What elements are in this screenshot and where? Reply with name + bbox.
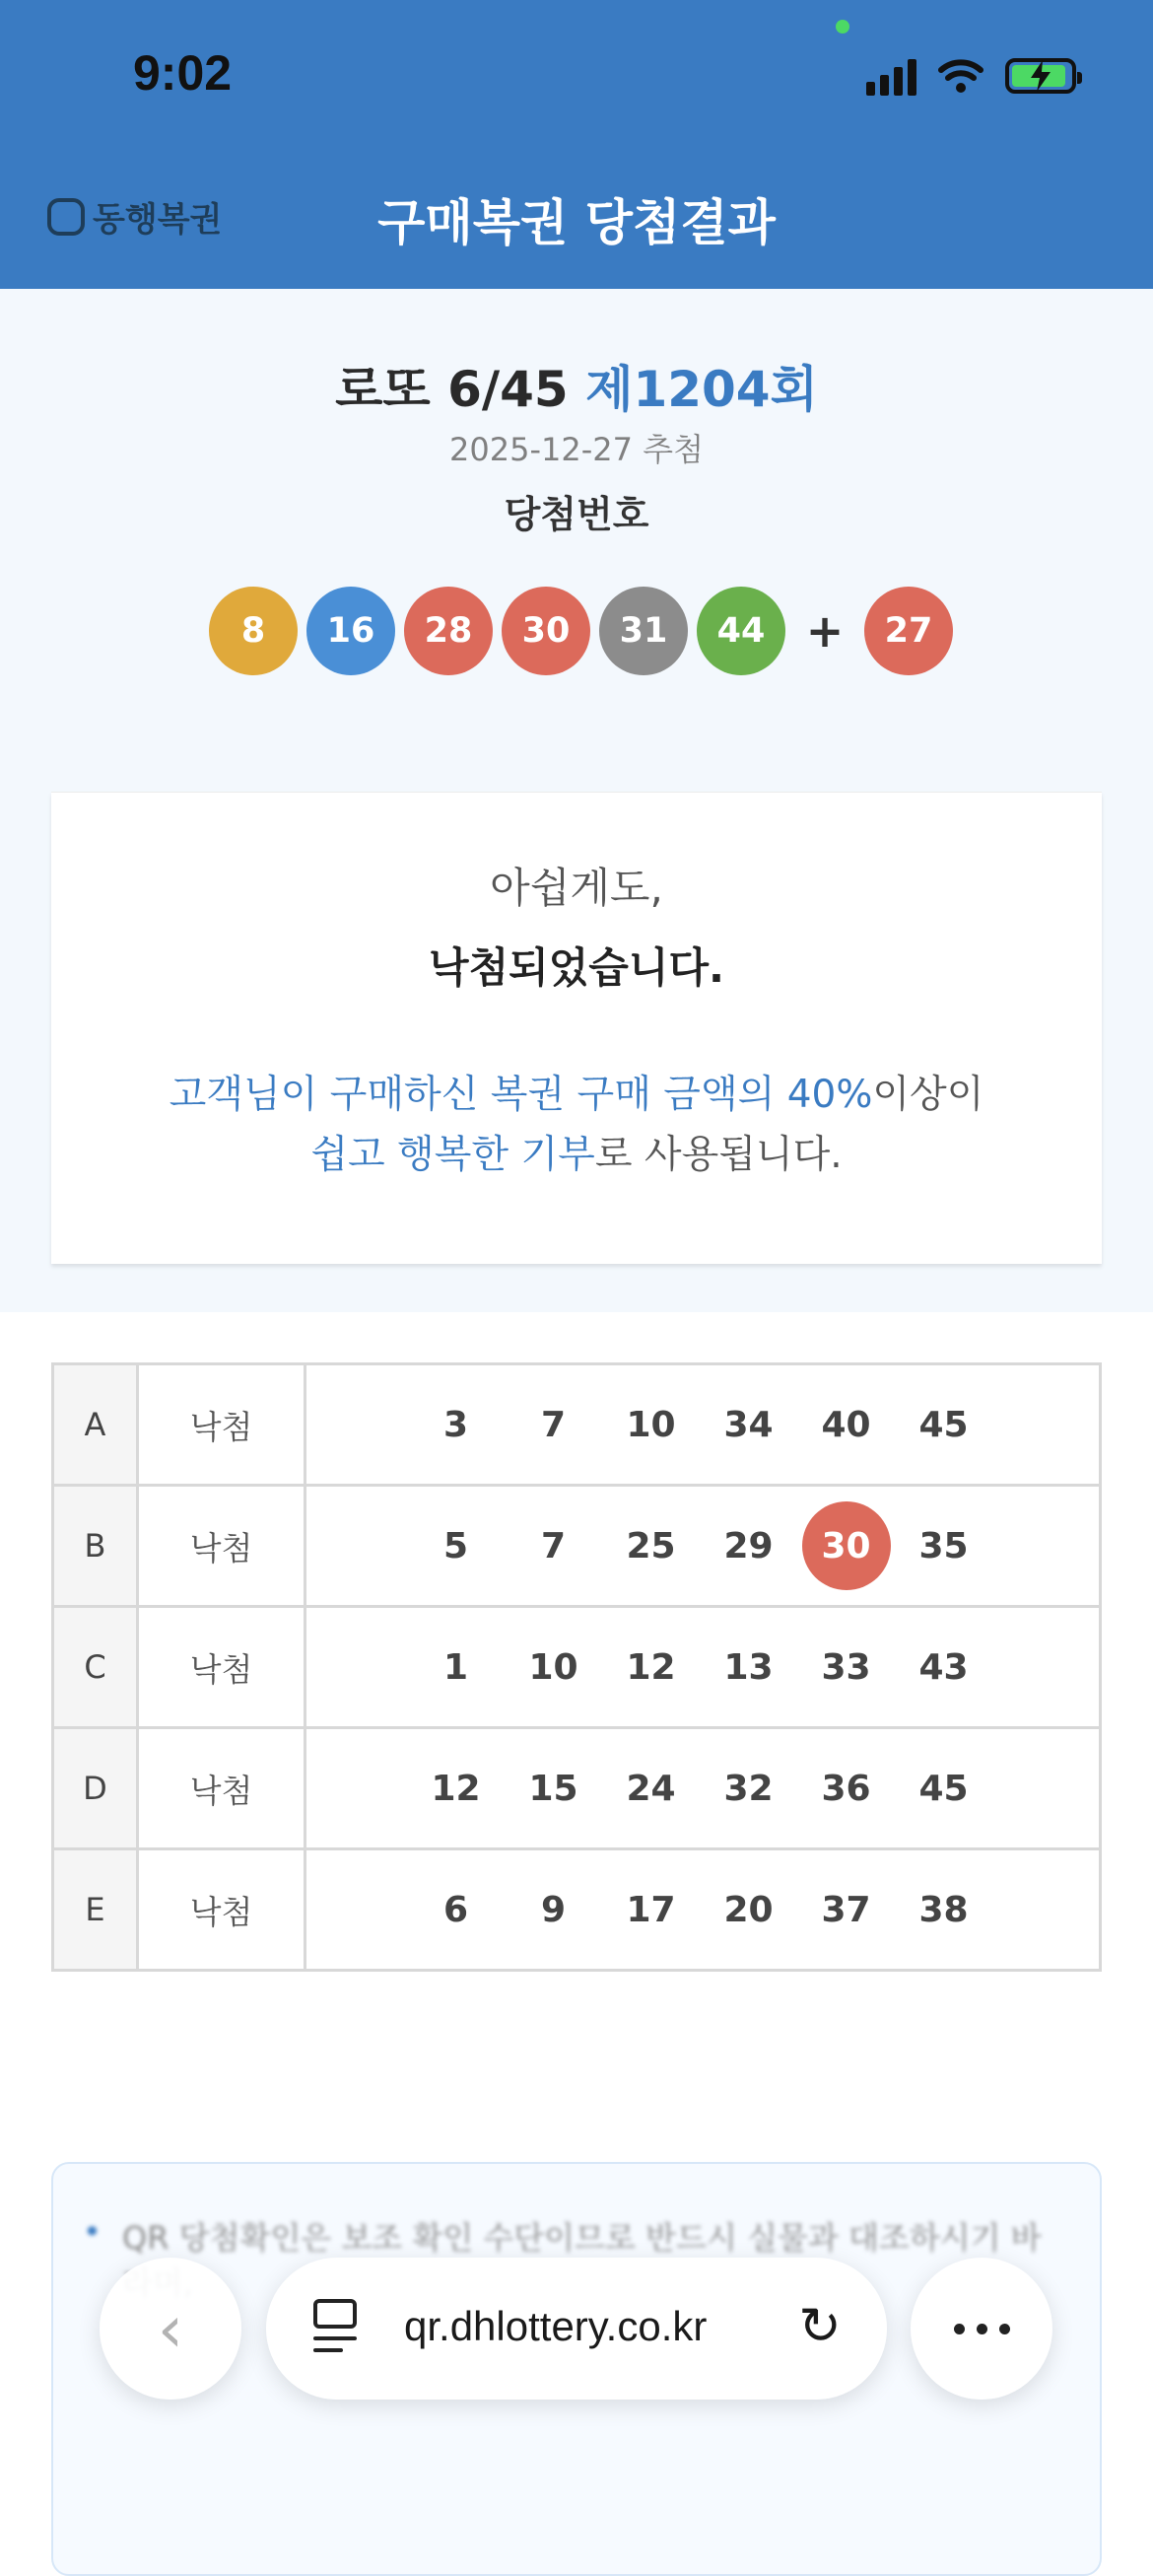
matched-number: 30 (797, 1501, 895, 1590)
game-number: 36 (821, 1768, 871, 1809)
game-key: C (53, 1607, 138, 1728)
bonus-number-ball: 27 (864, 587, 953, 675)
page-title: 구매복권 당첨결과 (377, 194, 776, 251)
game-numbers (305, 1728, 1101, 1849)
game-number: 25 (626, 1525, 676, 1566)
game-number: 10 (528, 1646, 578, 1688)
game-number: 1 (442, 1646, 469, 1688)
game-number: 13 (723, 1646, 774, 1688)
game-number: 20 (723, 1889, 774, 1930)
draw-summary (0, 289, 1153, 1312)
game-row (53, 1607, 1101, 1728)
game-row (53, 1486, 1101, 1607)
game-number: 45 (918, 1768, 969, 1809)
game-key: A (53, 1364, 138, 1486)
game-number: 9 (540, 1889, 567, 1930)
game-number: 17 (626, 1889, 676, 1930)
game-number: 34 (723, 1404, 774, 1445)
wifi-icon (938, 58, 983, 94)
status-icons (866, 51, 1076, 101)
game-number: 12 (431, 1768, 481, 1809)
game-number: 10 (626, 1404, 676, 1445)
draw-title (0, 350, 1153, 421)
game-result: 낙첨 (138, 1607, 305, 1728)
game-row (53, 1728, 1101, 1849)
game-number: 38 (918, 1889, 969, 1930)
donation-text-1: 이상이 (872, 1073, 984, 1117)
donation-highlight-1: 고객님이 구매하신 복권 구매 금액의 40% (169, 1073, 873, 1117)
winning-number-ball: 31 (599, 587, 688, 675)
status-time: 9:02 (133, 45, 233, 101)
donation-text-2: 로 사용됩니다. (594, 1133, 843, 1177)
more-dot-icon (999, 2324, 1010, 2334)
game-number: 6 (442, 1889, 469, 1930)
donation-highlight-2: 쉽고 행복한 기부 (310, 1133, 595, 1177)
more-dot-icon (977, 2324, 987, 2334)
address-bar[interactable] (266, 2258, 887, 2400)
game-row (53, 1849, 1101, 1971)
notice-item: • QR 당첨확인은 보조 확인 수단이므로 반드시 실물과 대조하시기 바 (122, 2213, 1068, 2304)
winning-number-ball: 28 (404, 587, 493, 675)
result-message: 낙첨되었습니다. (429, 943, 724, 992)
tabs-icon[interactable] (313, 2299, 357, 2354)
header-bar (0, 0, 1153, 289)
game-number: 3 (442, 1404, 469, 1445)
game-number: 29 (723, 1525, 774, 1566)
game-number: 43 (918, 1646, 969, 1688)
game-number: 32 (723, 1768, 774, 1809)
game-result: 낙첨 (138, 1364, 305, 1486)
game-number: 5 (442, 1525, 469, 1566)
game-numbers (305, 1486, 1101, 1607)
draw-date: 2025-12-27 추첨 (449, 431, 704, 468)
reload-icon[interactable]: ↻ (798, 2297, 842, 2356)
game-numbers (305, 1849, 1101, 1971)
game-key: D (53, 1728, 138, 1849)
url-text[interactable]: qr.dhlottery.co.kr (404, 2303, 708, 2349)
draw-round: 제1204회 (585, 361, 818, 418)
game-number: 7 (540, 1404, 567, 1445)
winning-number-ball: 16 (306, 587, 395, 675)
game-result: 낙첨 (138, 1728, 305, 1849)
game-row (53, 1364, 1101, 1486)
donation-line-2 (51, 1124, 1102, 1179)
game-numbers (305, 1607, 1101, 1728)
winning-number-ball: 30 (502, 587, 590, 675)
winning-number-ball: 44 (697, 587, 785, 675)
result-message-intro: 아쉽게도, (490, 864, 663, 912)
game-number: 24 (626, 1768, 676, 1809)
winning-numbers-label: 당첨번호 (504, 493, 649, 536)
game-numbers (305, 1364, 1101, 1486)
game-name: 로또 6/45 (335, 361, 569, 418)
game-key: B (53, 1486, 138, 1607)
more-dot-icon (954, 2324, 965, 2334)
result-card (51, 792, 1102, 1264)
game-number: 35 (918, 1525, 969, 1566)
winning-numbers (209, 587, 962, 675)
chevron-left-icon: ‹ (157, 2290, 184, 2367)
games-table (51, 1362, 1102, 1972)
game-result: 낙첨 (138, 1486, 305, 1607)
game-number: 37 (821, 1889, 871, 1930)
logo-text: 동행복권 (93, 200, 223, 240)
privacy-indicator (836, 20, 849, 34)
cellular-signal-icon (866, 56, 916, 96)
donation-line-1 (51, 1064, 1102, 1119)
game-number: 15 (528, 1768, 578, 1809)
game-number: 33 (821, 1646, 871, 1688)
game-number: 40 (821, 1404, 871, 1445)
game-number: 7 (540, 1525, 567, 1566)
plus-sign: + (805, 604, 845, 658)
game-number: 12 (626, 1646, 676, 1688)
more-button[interactable] (911, 2258, 1052, 2400)
winning-number-ball: 8 (209, 587, 298, 675)
game-result: 낙첨 (138, 1849, 305, 1971)
game-key: E (53, 1849, 138, 1971)
game-number: 45 (918, 1404, 969, 1445)
battery-charging-icon (1005, 58, 1076, 94)
back-button[interactable] (100, 2258, 241, 2400)
